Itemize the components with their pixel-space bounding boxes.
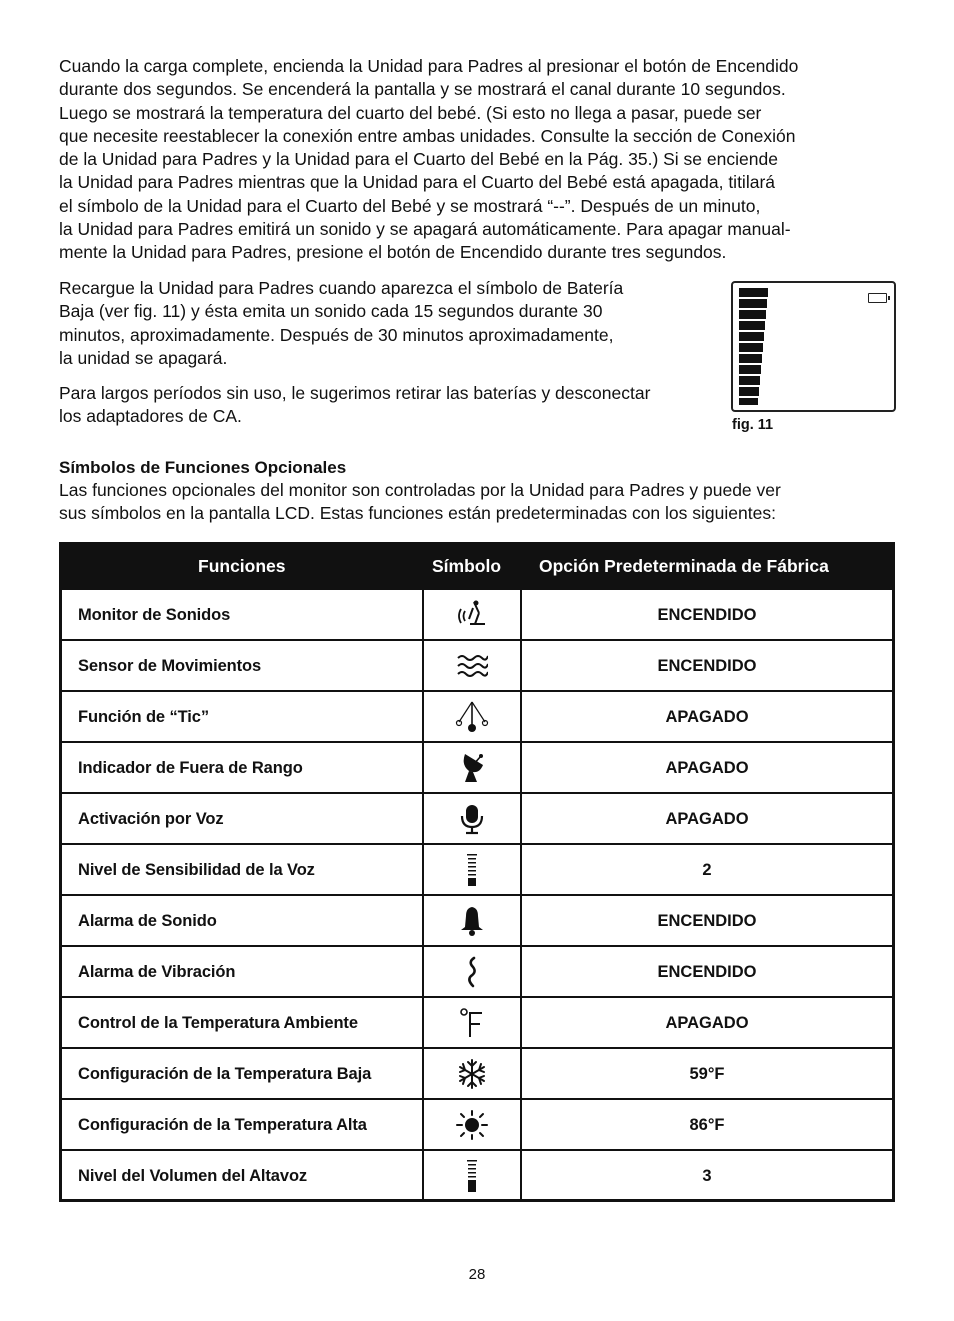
low-battery-icon <box>868 293 887 303</box>
table-row <box>62 996 892 1047</box>
default-value: 3 <box>702 1167 712 1185</box>
signal-bar <box>739 376 760 385</box>
signal-bar <box>739 387 759 396</box>
default-value: 2 <box>702 861 712 879</box>
symbol-cell <box>422 1100 522 1149</box>
symbol-cell <box>422 1049 522 1098</box>
function-name: Alarma de Vibración <box>78 963 236 981</box>
text-line: Las funciones opcionales del monitor son controladas por la Unidad para Padres y puede ver <box>59 480 781 500</box>
function-name: Activación por Voz <box>78 810 224 828</box>
table-row <box>62 588 892 639</box>
functions-table <box>59 542 895 1202</box>
text-line: sus símbolos en la pantalla LCD. Estas funciones están predeterminadas con los siguientes: <box>59 503 776 524</box>
out-of-range-dish-icon <box>457 751 487 785</box>
lcd-figure <box>731 281 896 412</box>
text-line: la Unidad para Padres emitirá un sonido y se apagará automáticamente. Para apagar manual- <box>59 219 791 240</box>
signal-bar <box>739 321 765 330</box>
function-name: Alarma de Sonido <box>78 912 217 930</box>
function-name: Monitor de Sonidos <box>78 606 231 624</box>
volume-level-icon <box>465 1158 479 1194</box>
symbol-cell <box>422 794 522 843</box>
vibration-icon <box>465 956 479 988</box>
section-heading: Símbolos de Funciones Opcionales <box>59 458 347 477</box>
default-value: ENCENDIDO <box>657 963 757 981</box>
symbol-cell <box>422 947 522 996</box>
function-name: Sensor de Movimientos <box>78 657 262 675</box>
symbol-cell <box>422 590 522 639</box>
bell-icon <box>458 905 486 937</box>
text-line: de la Unidad para Padres y la Unidad para el Cuarto del Bebé en la Pág. 35.) Si se enciende <box>59 149 778 170</box>
symbol-cell <box>422 743 522 792</box>
snowflake-icon <box>456 1058 488 1090</box>
text-line: la unidad se apagará. <box>59 347 228 368</box>
page-number: 28 <box>468 1266 486 1283</box>
storage-paragraph <box>59 382 650 429</box>
signal-bar <box>739 332 764 341</box>
default-value: 59°F <box>689 1065 725 1083</box>
text-line: durante dos segundos. Se encenderá la pantalla y se mostrará el canal durante 10 segundos. <box>59 79 786 100</box>
text-line: Baja (ver fig. 11) y ésta emita un sonido cada 15 segundos durante 30 <box>59 301 603 322</box>
table-row <box>62 894 892 945</box>
fahrenheit-icon <box>458 1007 486 1039</box>
symbol-cell <box>422 845 522 894</box>
default-value: ENCENDIDO <box>657 657 757 675</box>
function-name: Configuración de la Temperatura Alta <box>78 1116 367 1134</box>
default-value: APAGADO <box>665 1014 749 1032</box>
text-line: Cuando la carga complete, encienda la Unidad para Padres al presionar el botón de Encendido <box>59 56 799 76</box>
symbol-cell <box>422 641 522 690</box>
text-line: la Unidad para Padres mientras que la Unidad para el Cuarto del Bebé está apagada, titilará <box>59 172 776 193</box>
section-paragraph <box>59 479 781 526</box>
function-name: Control de la Temperatura Ambiente <box>78 1014 358 1032</box>
sound-monitor-icon <box>457 599 487 631</box>
text-line: Recargue la Unidad para Padres cuando aparezca el símbolo de Batería <box>59 278 624 298</box>
default-value: ENCENDIDO <box>657 606 757 624</box>
symbol-cell <box>422 692 522 741</box>
default-value: 86°F <box>689 1116 725 1134</box>
default-value: APAGADO <box>665 759 749 777</box>
function-name: Indicador de Fuera de Rango <box>78 759 303 777</box>
table-header <box>62 545 892 588</box>
text-line: que necesite reestablecer la conexión entre ambas unidades. Consulte la sección de Conexión <box>59 125 796 146</box>
text-line: mente la Unidad para Padres, presione el botón de Encendido durante tres segundos. <box>59 242 727 263</box>
text-line: Luego se mostrará la temperatura del cuarto del bebé. (Si esto no llega a pasar, puede ser <box>59 102 762 123</box>
recharge-paragraph <box>59 277 623 370</box>
header-symbol: Símbolo <box>432 556 502 576</box>
header-default: Opción Predeterminada de Fábrica <box>539 556 829 576</box>
table-row <box>62 1149 892 1200</box>
table-row <box>62 639 892 690</box>
function-name: Configuración de la Temperatura Baja <box>78 1065 372 1083</box>
signal-bar <box>739 343 763 352</box>
signal-bar <box>739 288 768 297</box>
table-row <box>62 1098 892 1149</box>
level-meter-icon <box>465 852 479 888</box>
default-value: APAGADO <box>665 810 749 828</box>
figure-caption: fig. 11 <box>732 417 774 433</box>
function-name: Función de “Tic” <box>78 708 210 726</box>
signal-bar <box>739 354 762 363</box>
table-row <box>62 690 892 741</box>
function-name: Nivel de Sensibilidad de la Voz <box>78 861 315 879</box>
default-value: ENCENDIDO <box>657 912 757 930</box>
signal-bar <box>739 398 758 405</box>
signal-bar <box>739 310 766 319</box>
tic-pendulum-icon <box>455 700 489 734</box>
symbol-cell <box>422 896 522 945</box>
microphone-icon <box>458 803 486 835</box>
text-line: Para largos períodos sin uso, le sugerimos retirar las baterías y desconectar <box>59 383 651 403</box>
sun-icon <box>455 1109 489 1141</box>
signal-bar <box>739 365 761 374</box>
symbol-cell <box>422 998 522 1047</box>
symbol-cell <box>422 1151 522 1200</box>
text-line: el símbolo de la Unidad para el Cuarto del Bebé y se mostrará “--”. Después de un minuto, <box>59 195 761 216</box>
text-line: los adaptadores de CA. <box>59 406 242 427</box>
table-row <box>62 945 892 996</box>
table-row <box>62 843 892 894</box>
table-row <box>62 792 892 843</box>
header-functions: Funciones <box>198 556 286 576</box>
signal-bar <box>739 299 767 308</box>
table-row <box>62 741 892 792</box>
text-line: minutos, aproximadamente. Después de 30 minutos aproximadamente, <box>59 324 614 345</box>
default-value: APAGADO <box>665 708 749 726</box>
movement-sensor-icon <box>456 652 488 680</box>
table-row <box>62 1047 892 1098</box>
intro-paragraph <box>59 55 798 265</box>
function-name: Nivel del Volumen del Altavoz <box>78 1167 308 1185</box>
